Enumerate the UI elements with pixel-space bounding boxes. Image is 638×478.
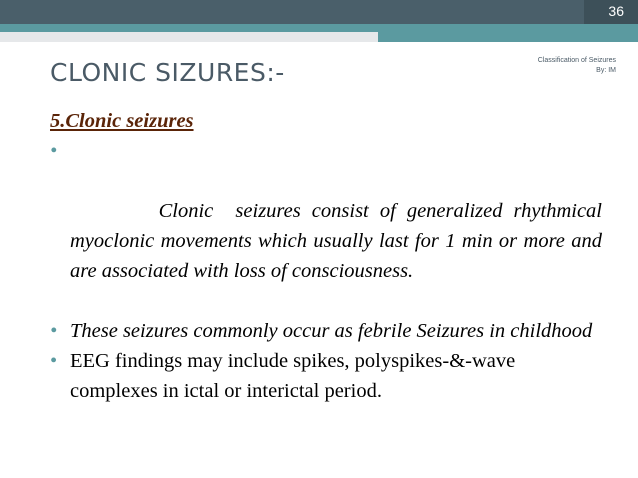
grey-stripe xyxy=(0,32,378,42)
bullet-text: These seizures commonly occur as febrile Seizures in childhood xyxy=(70,320,593,342)
header-note xyxy=(538,56,616,76)
bullet-icon: • xyxy=(50,350,58,372)
slide-content xyxy=(50,106,608,406)
top-banner xyxy=(0,0,638,24)
slide-number: 36 xyxy=(608,3,624,19)
teal-stripe-lower xyxy=(378,32,638,42)
bullet-item xyxy=(50,316,602,346)
bullet-text: Clonic seizures consist of generalized rhythmical myoclonic movements which usually last for 1 min or more and are associated with loss of consciousness. xyxy=(70,200,608,282)
bullet-icon: • xyxy=(50,320,58,342)
bullet-text: EEG findings may include spikes, polyspikes-&-wave complexes in ictal or interictal period. xyxy=(70,350,516,402)
teal-stripe xyxy=(0,24,638,32)
bullet-item xyxy=(50,346,602,406)
bullet-item xyxy=(50,136,608,316)
subheading: 5.Clonic seizures xyxy=(50,110,194,132)
header-note-author: By: IM xyxy=(596,67,616,74)
header-note-topic: Classification of Seizures xyxy=(537,57,616,64)
bullet-icon: • xyxy=(50,140,58,162)
slide-title: CLONIC SIZURES:- xyxy=(50,58,285,87)
